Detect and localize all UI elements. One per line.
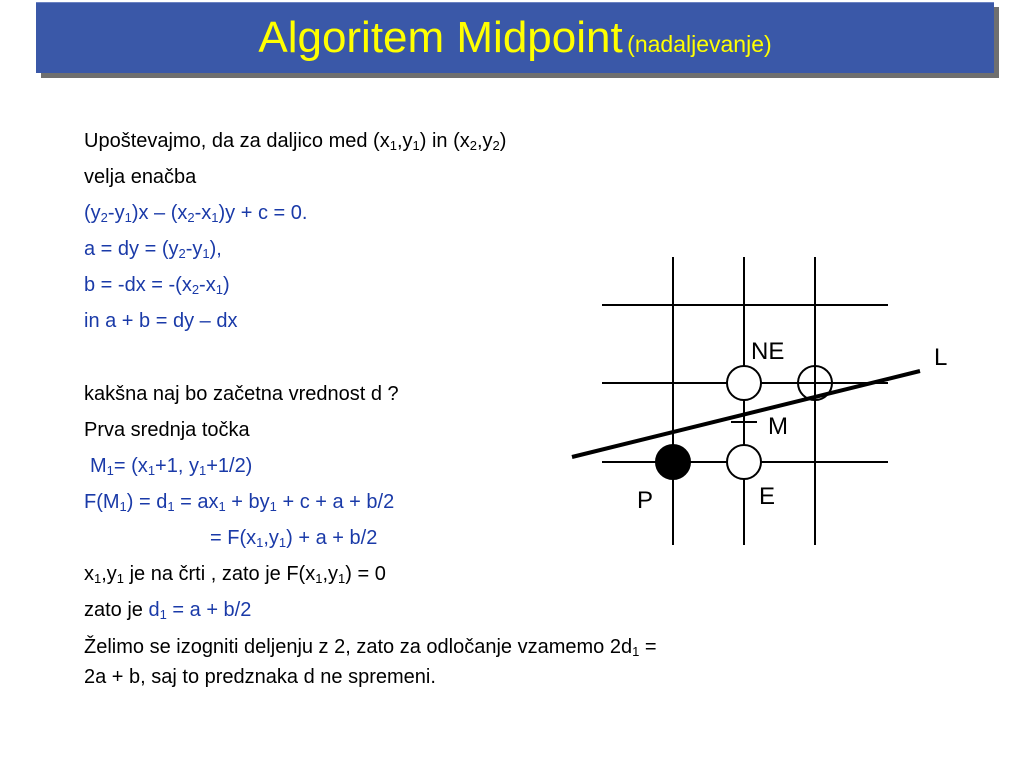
equation-line: in a + b = dy – dx [84,310,238,332]
title-main: Algoritem Midpoint [258,13,623,62]
text-line: Upoštevajmo, da za daljico med $(x_1,y_1)$ in $(x_2,y_2)$ [84,130,507,153]
p-pixel [656,445,690,479]
text-line: kakšna naj bo začetna vrednost d ? [84,383,399,405]
equation-line: $F(M_1) = d_1 = ax_1 + by_1 + c + a + b/2$ [84,491,395,514]
label-p: P [637,487,654,514]
label-ne: NE [751,338,785,365]
equation-line: $(y_2-y_1)x - (x_2-x_1)y + c = 0$. [84,202,308,225]
title-subtitle: (nadaljevanje) [627,31,772,57]
label-l: L [934,344,948,371]
text-line: zato je $d_1 = a + b/2$ [84,599,252,622]
equation-line: $M_1= (x_1+1$, $y_1+1/2$) [90,455,253,478]
text-line: Prva srednja točka [84,419,250,441]
ne-pixel [727,366,761,400]
label-m: M [768,413,788,440]
label-e: E [759,483,776,510]
equation-line: $b = -dx = -(x_2-x_1)$ [84,274,230,297]
text-line: velja enačba [84,166,197,188]
e-pixel [727,445,761,479]
equation-line: = $F(x_1,y_1) + a + b/2$ [210,527,378,550]
text-paragraph: Želimo se izogniti deljenju z 2, zato za odločanje vzamemo $2d_1 = 2a + b$, saj to predznaka d ne spremeni. [84,636,657,688]
text-line: $x_1,y_1$ je na črti , zato je $F(x_1,y_1) = 0$ [84,563,386,586]
equation-line: a = dy = $(y_2-y_1)$, [84,238,222,261]
